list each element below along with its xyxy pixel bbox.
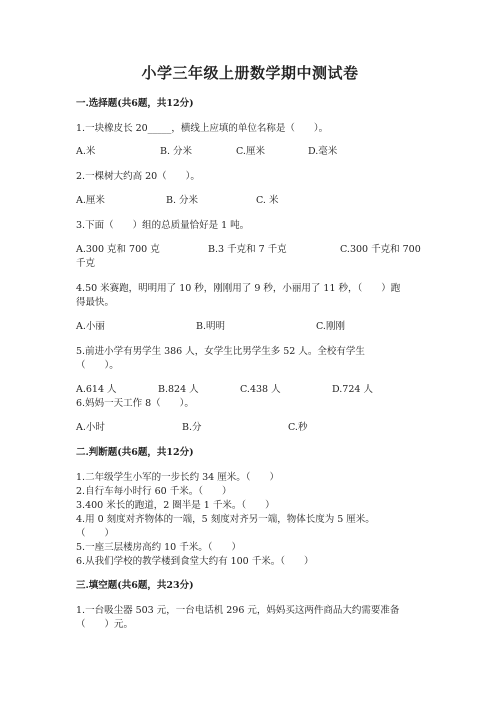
q3-option-b: B.3 千克和 7 千克 — [208, 244, 287, 255]
q6-option-b: B.分 — [182, 422, 202, 433]
question-1: 1.一块橡皮长 20_____，横线上应填的单位名称是（ ）。 — [76, 123, 329, 134]
judge-4-line-2: （ ） — [76, 528, 115, 539]
q5-option-a: A.614 人 — [76, 384, 117, 395]
q3-option-c-wrap: 千克 — [76, 258, 96, 269]
q1-option-b: B. 分米 — [160, 146, 193, 157]
section-judge-heading: 二.判断题(共6题，共12分) — [76, 447, 194, 458]
q3-option-c: C.300 千克和 700 — [340, 244, 421, 255]
question-5-line-1: 5.前进小学有男学生 386 人，女学生比男学生多 52 人。全校有学生 — [76, 346, 365, 357]
question-6: 6.妈妈一天工作 8（ ）。 — [76, 398, 194, 409]
judge-5: 5.一座三层楼房高约 10 千米。（ ） — [76, 542, 241, 553]
q5-option-d: D.724 人 — [332, 384, 373, 395]
section-fill-heading: 三.填空题(共6题，共23分) — [76, 580, 194, 591]
q4-option-b: B.明明 — [196, 321, 226, 332]
q2-option-a: A.厘米 — [76, 195, 105, 206]
judge-2: 2.自行车每小时行 60 千米。（ ） — [76, 486, 232, 497]
q5-option-b: B.824 人 — [158, 384, 199, 395]
q2-option-c: C. 米 — [256, 195, 279, 206]
question-4-line-1: 4.50 米赛跑，明明用了 10 秒，刚刚用了 9 秒，小丽用了 11 秒，（ ）跑 — [76, 283, 401, 294]
page-title: 小学三年级上册数学期中测试卷 — [141, 64, 359, 82]
q6-option-a: A.小时 — [76, 422, 105, 433]
fill-1-line-1: 1.一台吸尘器 503 元，一台电话机 296 元，妈妈买这两件商品大约需要准备 — [76, 605, 400, 616]
question-5-line-2: （ ）。 — [76, 360, 119, 371]
judge-3: 3.400 米长的跑道，2 圈半是 1 千米。（ ） — [76, 500, 275, 511]
section-choice-heading: 一.选择题(共6题，共12分) — [76, 98, 194, 109]
q5-option-c: C.438 人 — [240, 384, 281, 395]
q3-option-a: A.300 克和 700 克 — [76, 244, 160, 255]
q6-option-c: C.秒 — [288, 422, 308, 433]
judge-4-line-1: 4.用 0 刻度对齐物体的一端，5 刻度对齐另一端，物体长度为 5 厘米。 — [76, 514, 375, 525]
q2-option-b: B. 分米 — [166, 195, 199, 206]
q1-option-a: A.米 — [76, 146, 96, 157]
judge-1: 1.二年级学生小军的一步长约 34 厘米。（ ） — [76, 472, 279, 483]
fill-1-line-2: （ ）元。 — [76, 619, 134, 630]
q1-option-c: C.厘米 — [236, 146, 265, 157]
q4-option-c: C.刚刚 — [316, 321, 345, 332]
question-2: 2.一棵树大约高 20（ ）。 — [76, 171, 200, 182]
judge-6: 6.从我们学校的教学楼到食堂大约有 100 千米。（ ） — [76, 556, 314, 567]
question-3: 3.下面（ ）组的总质量恰好是 1 吨。 — [76, 220, 250, 231]
q4-option-a: A.小丽 — [76, 321, 105, 332]
q1-option-d: D.毫米 — [308, 146, 338, 157]
question-4-line-2: 得最快。 — [76, 297, 115, 308]
